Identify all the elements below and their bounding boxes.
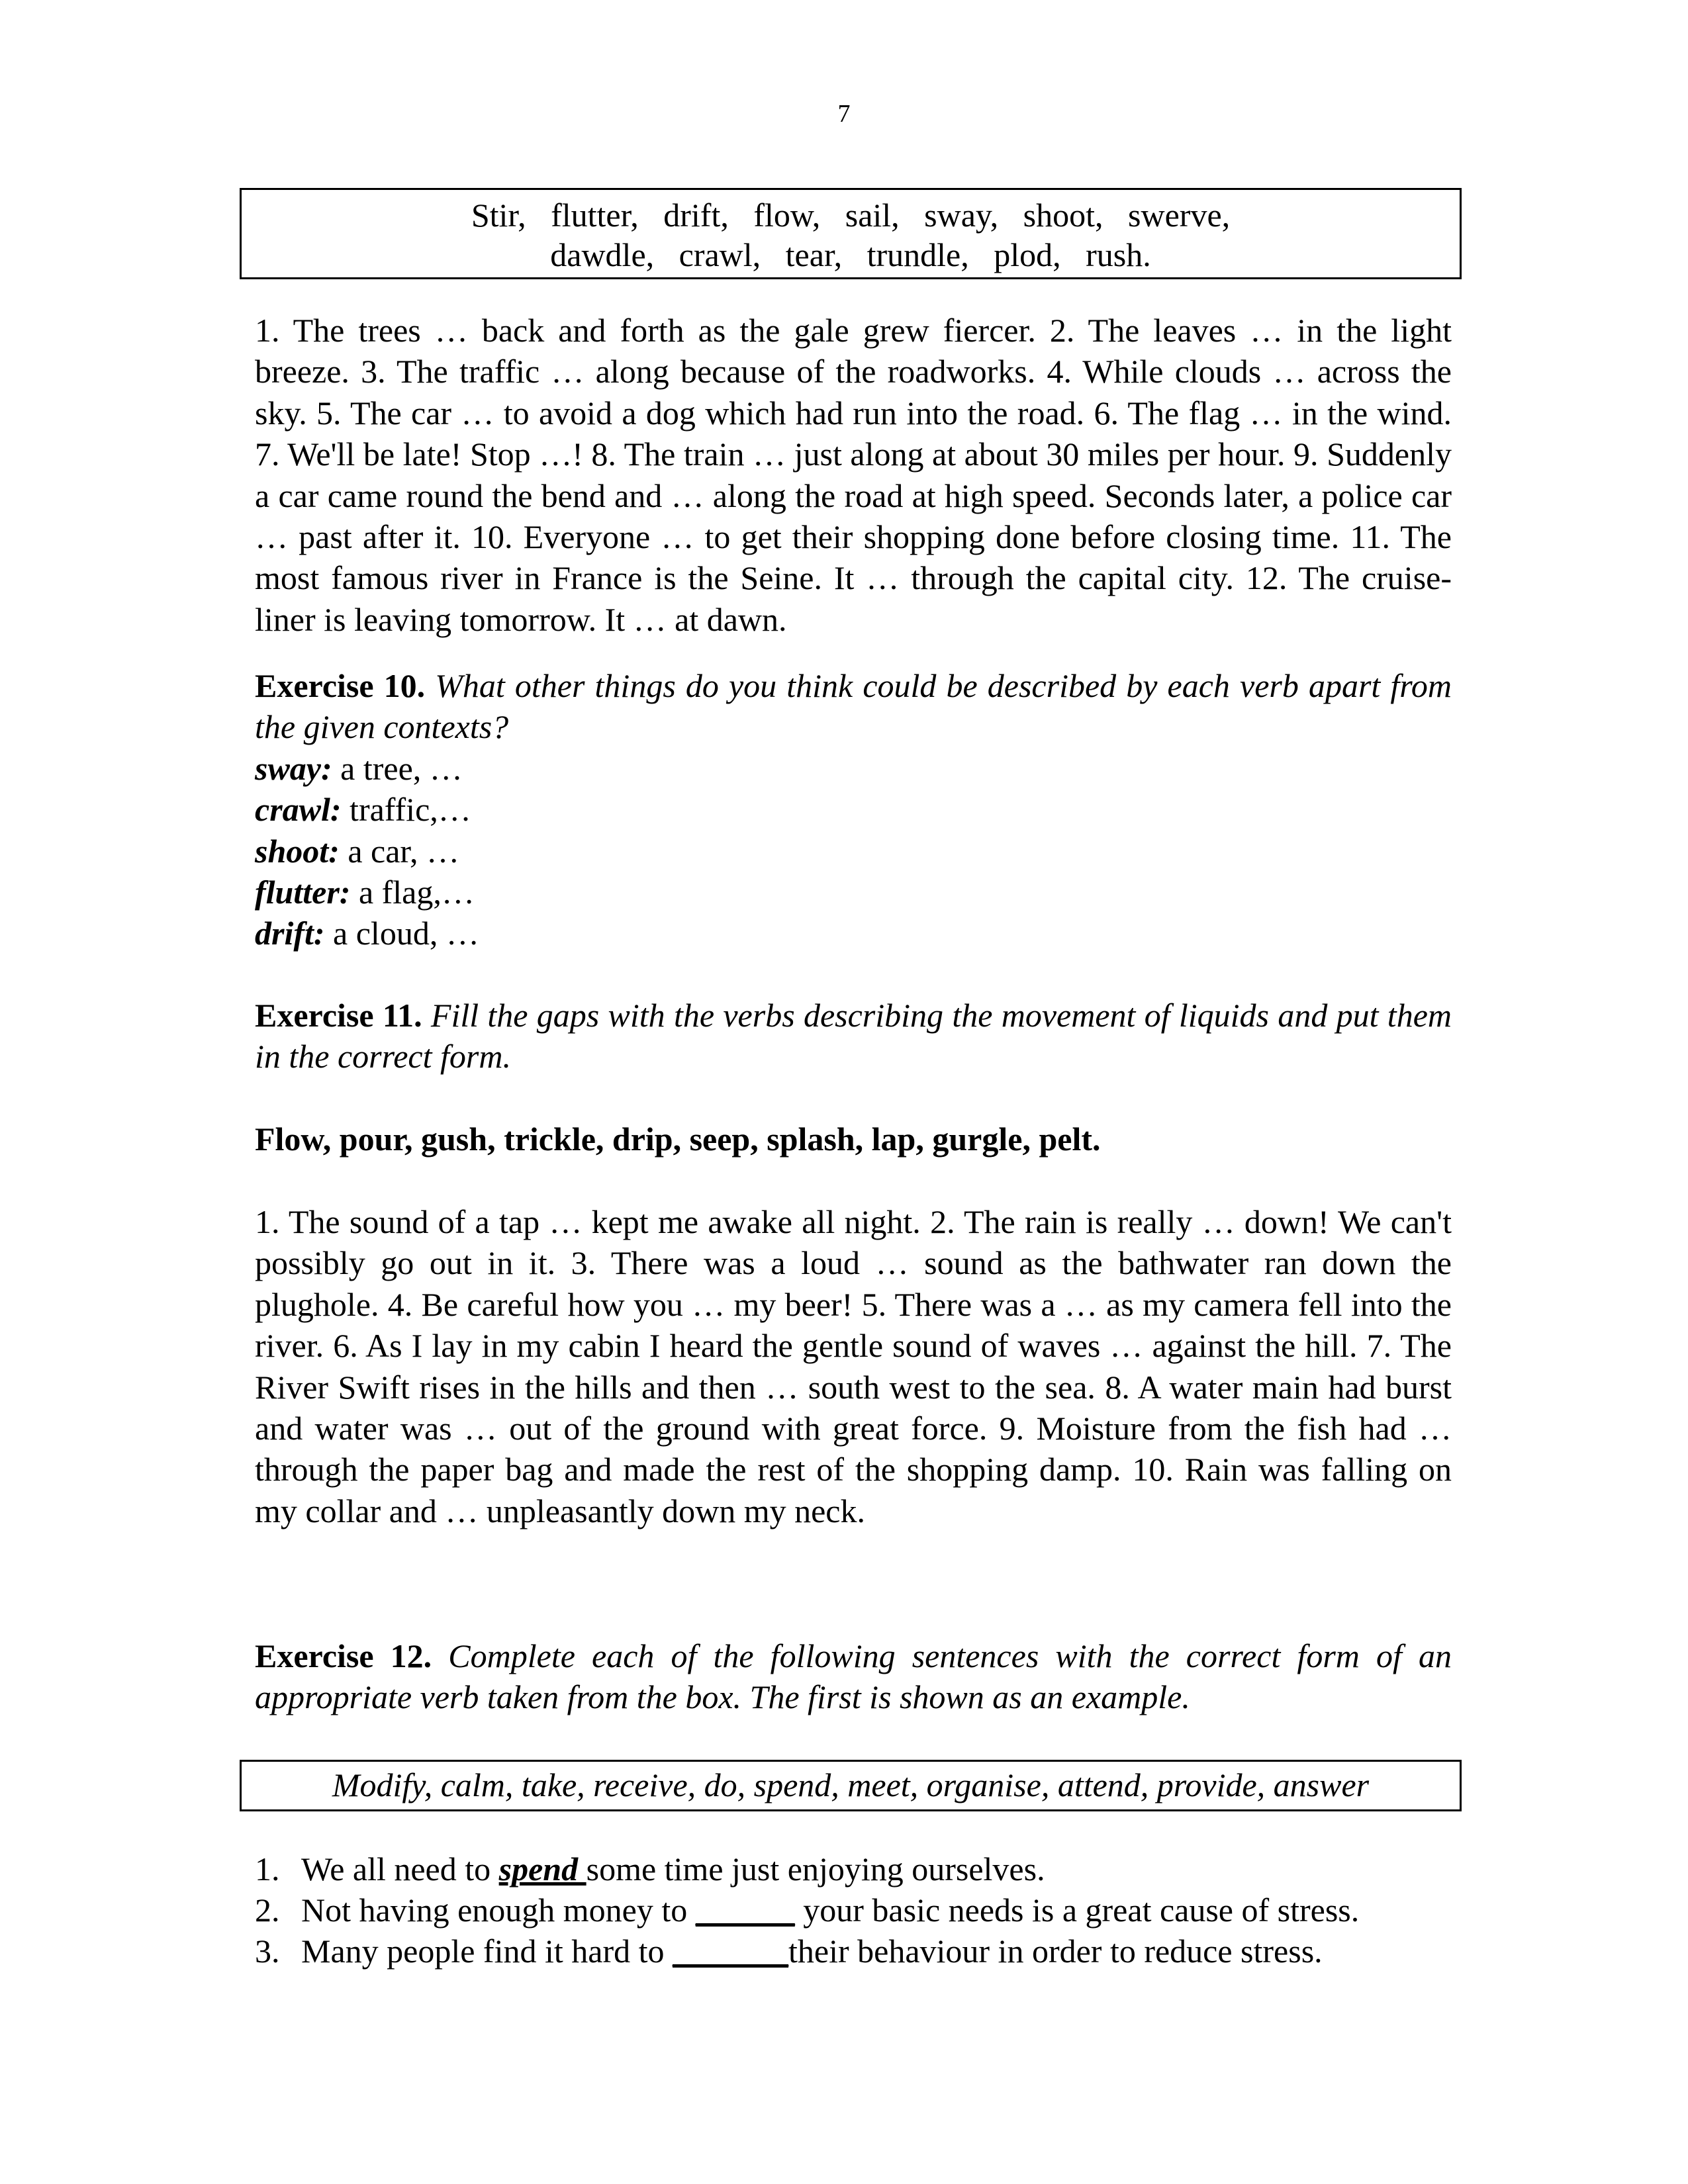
- list-item: 3. Many people find it hard to _______their behaviour in order to reduce stress.: [255, 1933, 1323, 1970]
- list-item: sway: a tree, …: [255, 749, 463, 787]
- list-item: crawl: traffic,…: [255, 791, 471, 829]
- list-item: 2. Not having enough money to ______ your basic needs is a great cause of stress.: [255, 1891, 1360, 1929]
- exercise-12-sentences: [255, 1848, 1452, 1972]
- exercise-11-word-list: Flow, pour, gush, trickle, drip, seep, splash, lap, gurgle, pelt.: [255, 1120, 1101, 1158]
- exercise-10-label: Exercise 10.: [255, 667, 426, 704]
- verb-box-line-1: Stir, flutter, drift, flow, sail, sway, shoot, swerve,: [471, 197, 1231, 234]
- exercise-11-instruction: Fill the gaps with the verbs describing the movement of liquids and put them in the correct form.: [255, 997, 1452, 1075]
- answer-blank: ______: [695, 1891, 795, 1929]
- exercise-10: [255, 665, 1452, 954]
- exercise-10-instruction: What other things do you think could be described by each verb apart from the given contexts?: [255, 667, 1452, 746]
- exercise-10-header: [255, 665, 1452, 748]
- exercise-12-header: [255, 1635, 1452, 1718]
- exercise-10-verb-list: [255, 748, 1452, 954]
- verb-box-exercise-12: Modify, calm, take, receive, do, spend, meet, organise, attend, provide, answer: [240, 1760, 1462, 1811]
- page-number: 7: [837, 100, 851, 128]
- list-item: shoot: a car, …: [255, 832, 460, 870]
- list-item: 1. We all need to spend some time just enjoying ourselves.: [255, 1850, 1045, 1888]
- exercise-11-sentences: 1. The sound of a tap … kept me awake all night. 2. The rain is really … down! We can't possibly go out in it. 3. There was a loud … sound as the bathwater ran down the plughole. 4. Be careful how you … my beer! 5. There was a … as my camera fell into the river. 6. As I lay in my cabin I heard the gentle sound of waves … against the hill. 7. The River Swift rises in the hills and then … south west to the sea. 8. A water main had burst and water was … out of the ground with great force. 9. Moisture from the fish had … through the paper bag and made the rest of the shopping damp. 10. Rain was falling on my collar and … unpleasantly down my neck.: [255, 1203, 1452, 1529]
- list-item: drift: a cloud, …: [255, 915, 479, 952]
- exercise-11-label: Exercise 11.: [255, 997, 422, 1034]
- list-item: flutter: a flag,…: [255, 874, 475, 911]
- exercise-11-header: [255, 995, 1452, 1077]
- example-answer: spend: [498, 1850, 586, 1888]
- exercise-9-sentences: 1. The trees … back and forth as the gale grew fiercer. 2. The leaves … in the light breeze. 3. The traffic … along because of the roadworks. 4. While clouds … across the sky. 5. The car … to avoid a dog which had run into the road. 6. The flag … in the wind. 7. We'll be late! Stop …! 8. The train … just along at about 30 miles per hour. 9. Suddenly a car came round the bend and … along the road at high speed. Seconds later, a police car … past after it. 10. Everyone … to get their shopping done before closing time. 11. The most famous river in France is the Seine. It … through the capital city. 12. The cruise-liner is leaving tomorrow. It … at dawn.: [255, 312, 1452, 638]
- verb-box-line-2: dawdle, crawl, tear, trundle, plod, rush.: [550, 236, 1151, 273]
- exercise-12-label: Exercise 12.: [255, 1637, 432, 1674]
- verb-box-movement: [240, 188, 1462, 279]
- exercise-12-instruction: Complete each of the following sentences with the correct form of an appropriate verb taken from the box. The first is shown as an example.: [255, 1637, 1452, 1716]
- answer-blank: _______: [673, 1933, 788, 1970]
